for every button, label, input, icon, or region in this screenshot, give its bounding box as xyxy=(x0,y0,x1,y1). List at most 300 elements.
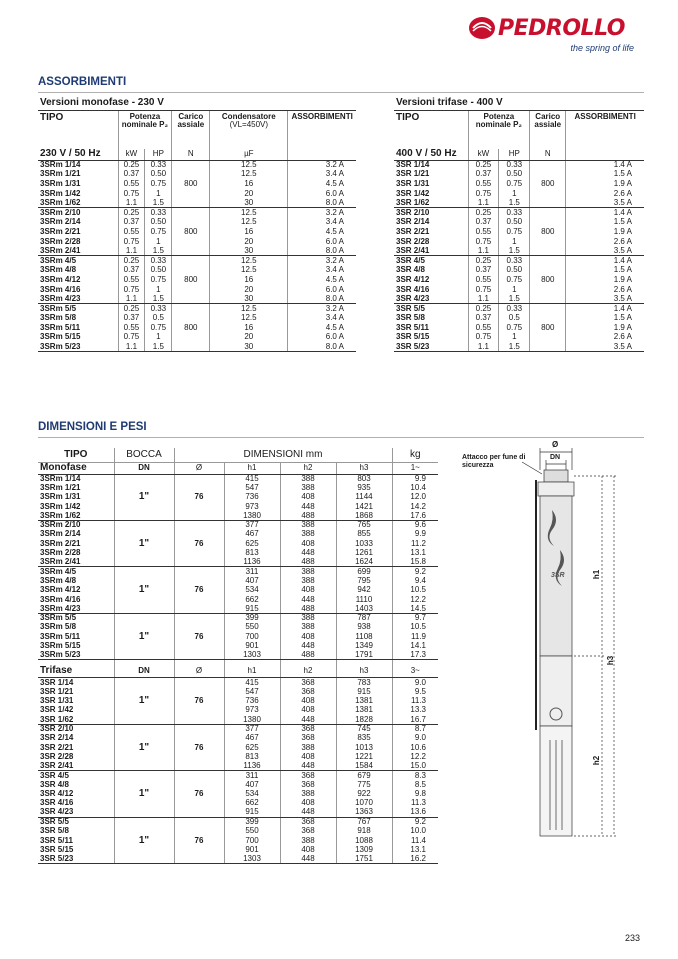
unit-kg-tri: 3~ xyxy=(392,660,438,678)
kw-cell: 0.75 xyxy=(468,237,499,247)
h2-cell: 488 xyxy=(280,651,336,660)
h2-cell: 488 xyxy=(280,604,336,613)
table-row xyxy=(38,530,438,539)
table-row xyxy=(394,237,644,247)
hp-cell: 0.33 xyxy=(499,256,530,266)
unit-dn: DN xyxy=(114,660,174,678)
hp-cell: 1.5 xyxy=(499,342,530,352)
model-cell: 3SR 4/12 xyxy=(394,275,468,285)
h3-cell: 835 xyxy=(336,734,392,743)
model-cell: 3SRm 4/12 xyxy=(38,586,114,595)
model-cell: 3SRm 5/8 xyxy=(38,623,114,632)
unit-h1: h1 xyxy=(224,660,280,678)
unit-hp: HP xyxy=(145,149,172,161)
kg-cell: 9.5 xyxy=(414,686,426,696)
kw-cell: 1.1 xyxy=(118,198,145,208)
dimensions-table xyxy=(38,448,438,864)
h1-cell: 415 xyxy=(224,678,280,687)
carico-cell: 800 xyxy=(530,256,566,304)
hp-cell: 0.50 xyxy=(145,170,172,180)
uf-cell: 12.5 xyxy=(210,208,288,218)
h3-cell: 783 xyxy=(336,678,392,687)
kg-cell: 14.1 xyxy=(410,640,426,650)
h2-cell: 388 xyxy=(280,576,336,585)
uf-cell: 20 xyxy=(210,189,288,199)
model-cell: 3SR 1/14 xyxy=(38,678,114,687)
kg-cell: 17.3 xyxy=(392,651,438,660)
model-cell: 3SR 4/23 xyxy=(38,808,114,817)
unit-h3: h3 xyxy=(336,462,392,474)
hp-cell: 0.33 xyxy=(145,256,172,266)
h2-cell: 448 xyxy=(280,502,336,511)
hp-cell: 1 xyxy=(499,189,530,199)
col-assorbimenti: ASSORBIMENTI xyxy=(291,112,353,121)
absorb-cell: 3.2 A xyxy=(325,208,344,218)
model-cell: 3SR 1/42 xyxy=(394,189,468,199)
kg-cell: 9.6 xyxy=(414,520,426,530)
h1-cell: 467 xyxy=(224,530,280,539)
model-cell: 3SRm 1/42 xyxy=(38,189,118,199)
hp-cell: 0.75 xyxy=(499,179,530,189)
kw-cell: 0.37 xyxy=(468,218,499,228)
absorb-cell: 1.4 A xyxy=(613,255,632,265)
kw-cell: 0.37 xyxy=(468,314,499,324)
h3-cell: 922 xyxy=(336,790,392,799)
hp-cell: 1 xyxy=(499,237,530,247)
table-row xyxy=(38,845,438,854)
unit-hp: HP xyxy=(499,149,530,161)
absorb-cell: 1.9 A xyxy=(613,178,632,188)
hp-cell: 0.33 xyxy=(145,208,172,218)
pump-drawing xyxy=(462,440,632,840)
unit-n: N xyxy=(530,149,566,161)
model-cell: 3SR 2/28 xyxy=(394,237,468,247)
model-cell: 3SRm 5/5 xyxy=(38,613,114,622)
h2-cell: 408 xyxy=(280,539,336,548)
carico-cell: 800 xyxy=(530,304,566,352)
h3-cell: 938 xyxy=(336,623,392,632)
kg-cell: 11.4 xyxy=(411,835,426,845)
unit-h1: h1 xyxy=(224,462,280,474)
monofase-label: Monofase xyxy=(38,462,114,474)
model-cell: 3SR 5/23 xyxy=(38,855,114,864)
h2-cell: 448 xyxy=(280,762,336,771)
h2-cell: 368 xyxy=(280,687,336,696)
model-cell: 3SRm 5/8 xyxy=(38,314,118,324)
model-cell: 3SRm 4/8 xyxy=(38,576,114,585)
uf-cell: 12.5 xyxy=(210,170,288,180)
kg-cell: 9.2 xyxy=(414,566,426,576)
kg-cell: 12.2 xyxy=(410,594,426,604)
uf-cell: 20 xyxy=(210,237,288,247)
hp-cell: 1.5 xyxy=(145,294,172,304)
h3-cell: 1309 xyxy=(336,845,392,854)
absorb-cell: 1.9 A xyxy=(613,274,632,284)
kw-cell: 0.75 xyxy=(468,333,499,343)
h1-cell: 1303 xyxy=(224,855,280,864)
model-cell: 3SR 5/15 xyxy=(38,845,114,854)
hp-cell: 0.50 xyxy=(145,218,172,228)
table-row xyxy=(38,687,438,696)
h3-cell: 1088 xyxy=(336,836,392,845)
attacco-label: Attacco per fune di sicurezza xyxy=(462,454,526,470)
table-row xyxy=(394,323,644,333)
model-cell: 3SRm 4/23 xyxy=(38,604,114,613)
table-row xyxy=(38,715,438,724)
table-row xyxy=(394,189,644,199)
h3-cell: 1624 xyxy=(336,558,392,567)
h1-cell: 399 xyxy=(224,817,280,826)
kw-cell: 0.37 xyxy=(118,266,145,276)
kg-cell: 16.7 xyxy=(392,715,438,724)
table-row xyxy=(38,604,438,613)
kw-cell: 0.55 xyxy=(468,323,499,333)
h2-cell: 408 xyxy=(280,845,336,854)
uf-cell: 12.5 xyxy=(210,160,288,170)
unit-kw: kW xyxy=(118,149,145,161)
table-row xyxy=(38,632,438,641)
h3-cell: 1261 xyxy=(336,548,392,557)
model-cell: 3SRm 2/41 xyxy=(38,246,118,256)
kg-cell: 12.0 xyxy=(410,492,426,502)
phi-cell: 76 xyxy=(174,724,224,770)
h2-cell: 388 xyxy=(280,530,336,539)
kw-cell: 0.37 xyxy=(468,266,499,276)
cond-label: Condensatore xyxy=(221,112,276,121)
bocca-cell: 1" xyxy=(114,613,174,659)
kw-cell: 0.25 xyxy=(118,208,145,218)
absorb-cell: 1.4 A xyxy=(613,160,632,170)
table-row xyxy=(38,208,356,218)
h1-cell: 550 xyxy=(224,623,280,632)
h2-cell: 448 xyxy=(280,548,336,557)
hp-cell: 0.5 xyxy=(145,314,172,324)
phi-cell: 76 xyxy=(174,613,224,659)
hp-cell: 0.75 xyxy=(499,275,530,285)
h2-cell: 448 xyxy=(280,808,336,817)
absorb-cell: 1.4 A xyxy=(613,303,632,313)
table-row xyxy=(38,304,356,314)
kg-cell: 13.1 xyxy=(410,548,426,558)
kg-cell: 9.2 xyxy=(414,817,426,827)
model-cell: 3SRm 2/28 xyxy=(38,237,118,247)
unit-dn: DN xyxy=(114,462,174,474)
kw-cell: 0.55 xyxy=(118,227,145,237)
table-row xyxy=(38,502,438,511)
kg-cell: 16.2 xyxy=(392,855,438,864)
table-row xyxy=(38,827,438,836)
hp-cell: 0.75 xyxy=(145,323,172,333)
kw-cell: 0.75 xyxy=(468,285,499,295)
h1-cell: 311 xyxy=(224,771,280,780)
h3-cell: 1403 xyxy=(336,604,392,613)
model-cell: 3SRm 2/21 xyxy=(38,227,118,237)
h2-cell: 388 xyxy=(280,790,336,799)
h1-cell: 407 xyxy=(224,576,280,585)
table-row xyxy=(394,246,644,256)
h1-cell: 547 xyxy=(224,483,280,492)
model-cell: 3SR 5/5 xyxy=(38,817,114,826)
uf-cell: 30 xyxy=(210,246,288,256)
h2-cell: 408 xyxy=(280,799,336,808)
table-caption: Versioni monofase - 230 V xyxy=(38,98,356,111)
unit-phi: Ø xyxy=(174,462,224,474)
kw-cell: 0.25 xyxy=(468,304,499,314)
h3-cell: 935 xyxy=(336,483,392,492)
hp-cell: 1 xyxy=(145,285,172,295)
model-cell: 3SRm 5/23 xyxy=(38,651,114,660)
kw-cell: 1.1 xyxy=(118,246,145,256)
h3-cell: 1421 xyxy=(336,502,392,511)
table-row xyxy=(38,651,438,660)
hp-cell: 1.5 xyxy=(145,198,172,208)
h3-cell: 1584 xyxy=(336,762,392,771)
model-cell: 3SRm 5/15 xyxy=(38,641,114,650)
hp-cell: 0.75 xyxy=(145,275,172,285)
table-row xyxy=(38,678,438,687)
kg-cell: 9.0 xyxy=(414,733,426,743)
phi-label: Ø xyxy=(552,440,559,449)
absorb-cell: 6.0 A xyxy=(325,332,344,342)
model-cell: 3SRm 4/16 xyxy=(38,595,114,604)
uf-cell: 12.5 xyxy=(210,218,288,228)
h1-cell: 550 xyxy=(224,827,280,836)
kw-cell: 0.55 xyxy=(468,275,499,285)
h1-cell: 901 xyxy=(224,845,280,854)
absorb-cell: 2.6 A xyxy=(613,188,632,198)
kg-cell: 9.8 xyxy=(414,789,426,799)
h2-cell: 388 xyxy=(280,520,336,529)
kw-cell: 0.37 xyxy=(118,218,145,228)
h3-cell: 1381 xyxy=(336,697,392,706)
section-title-assorbimenti: ASSORBIMENTI xyxy=(38,76,127,88)
hp-cell: 0.75 xyxy=(499,227,530,237)
kg-cell: 10.5 xyxy=(410,622,426,632)
h1-cell: 1380 xyxy=(224,715,280,724)
h3-cell: 1221 xyxy=(336,752,392,761)
table-row xyxy=(38,799,438,808)
table-row xyxy=(38,256,356,266)
table-row xyxy=(38,762,438,771)
uf-cell: 30 xyxy=(210,198,288,208)
brand-tagline: the spring of life xyxy=(570,43,634,53)
absorb-cell: 3.4 A xyxy=(325,169,344,179)
unit-phi: Ø xyxy=(174,660,224,678)
col-carico: Carico assiale xyxy=(530,111,566,149)
h2-cell: 388 xyxy=(280,743,336,752)
pedrollo-drop-icon xyxy=(468,16,496,40)
unit-h2: h2 xyxy=(280,660,336,678)
h1-cell: 625 xyxy=(224,539,280,548)
col-tipo: TIPO xyxy=(38,111,118,149)
model-cell: 3SRm 1/62 xyxy=(38,198,118,208)
model-cell: 3SRm 2/14 xyxy=(38,218,118,228)
h3-cell: 1013 xyxy=(336,743,392,752)
kw-cell: 0.55 xyxy=(118,179,145,189)
model-cell: 3SR 4/8 xyxy=(38,780,114,789)
table-row xyxy=(38,817,438,826)
table-row xyxy=(38,641,438,650)
table-row xyxy=(38,752,438,761)
model-cell: 3SRm 5/11 xyxy=(38,632,114,641)
col-assorbimenti: ASSORBIMENTI xyxy=(574,112,636,121)
col-kg: kg xyxy=(409,449,421,460)
h1-cell: 736 xyxy=(224,493,280,502)
h3-cell: 767 xyxy=(336,817,392,826)
hp-cell: 0.50 xyxy=(145,266,172,276)
trifase-label: Trifase xyxy=(38,660,114,678)
table-row xyxy=(38,483,438,492)
h2-cell: 408 xyxy=(280,697,336,706)
h1-cell: 625 xyxy=(224,743,280,752)
model-cell: 3SR 1/42 xyxy=(38,706,114,715)
absorb-cell: 3.4 A xyxy=(325,217,344,227)
hp-cell: 0.33 xyxy=(499,160,530,170)
carico-cell: 800 xyxy=(530,208,566,256)
kw-cell: 0.55 xyxy=(118,275,145,285)
uf-cell: 12.5 xyxy=(210,266,288,276)
kg-cell: 13.3 xyxy=(410,705,426,715)
model-cell: 3SR 4/8 xyxy=(394,266,468,276)
hp-cell: 0.75 xyxy=(145,179,172,189)
divider xyxy=(38,437,644,438)
uf-cell: 12.5 xyxy=(210,304,288,314)
hp-cell: 1.5 xyxy=(145,246,172,256)
uf-cell: 16 xyxy=(210,179,288,189)
hp-cell: 0.50 xyxy=(499,266,530,276)
h3-cell: 699 xyxy=(336,567,392,576)
table-row xyxy=(38,855,438,864)
bocca-cell: 1" xyxy=(114,474,174,520)
h1-cell: 1380 xyxy=(224,511,280,520)
absorb-cell: 4.5 A xyxy=(325,226,344,236)
h1-cell: 1136 xyxy=(224,558,280,567)
model-label: 3SR xyxy=(551,572,565,579)
absorb-cell: 3.2 A xyxy=(325,303,344,313)
hp-cell: 1 xyxy=(499,285,530,295)
model-cell: 3SR 2/14 xyxy=(38,734,114,743)
absorb-cell: 1.9 A xyxy=(613,226,632,236)
h3-cell: 1349 xyxy=(336,641,392,650)
kg-cell: 9.9 xyxy=(414,529,426,539)
table-row xyxy=(394,160,644,170)
table-row xyxy=(38,771,438,780)
model-cell: 3SR 2/28 xyxy=(38,752,114,761)
absorb-cell: 3.5 A xyxy=(566,294,644,304)
h1-cell: 915 xyxy=(224,808,280,817)
model-cell: 3SR 2/21 xyxy=(394,227,468,237)
table-row xyxy=(38,734,438,743)
kw-cell: 0.37 xyxy=(118,314,145,324)
table-row xyxy=(394,294,644,304)
model-cell: 3SRm 1/62 xyxy=(38,511,114,520)
kg-cell: 9.0 xyxy=(414,677,426,687)
h2-cell: 408 xyxy=(280,632,336,641)
absorb-cell: 3.5 A xyxy=(566,246,644,256)
table-row xyxy=(38,743,438,752)
h1-cell: 415 xyxy=(224,474,280,483)
table-row xyxy=(38,576,438,585)
h2-cell: 388 xyxy=(280,836,336,845)
h1-label: h1 xyxy=(592,569,602,580)
model-cell: 3SRm 5/23 xyxy=(38,342,118,352)
absorb-cell: 4.5 A xyxy=(325,322,344,332)
absorb-cell: 6.0 A xyxy=(325,236,344,246)
absorb-cell: 6.0 A xyxy=(325,188,344,198)
unit-n: N xyxy=(172,149,210,161)
h2-cell: 368 xyxy=(280,817,336,826)
kg-cell: 10.4 xyxy=(410,482,426,492)
h3-cell: 1108 xyxy=(336,632,392,641)
kg-cell: 11.9 xyxy=(411,631,426,641)
h1-cell: 534 xyxy=(224,790,280,799)
table-row xyxy=(38,539,438,548)
h2-cell: 488 xyxy=(280,511,336,520)
absorb-cell: 2.6 A xyxy=(613,236,632,246)
model-cell: 3SR 5/11 xyxy=(394,323,468,333)
brand-name: PEDROLLO xyxy=(498,16,626,41)
h1-cell: 813 xyxy=(224,548,280,557)
h1-cell: 399 xyxy=(224,613,280,622)
col-tipo: TIPO xyxy=(394,111,468,149)
kw-cell: 0.37 xyxy=(468,170,499,180)
phi-cell: 76 xyxy=(174,771,224,817)
kw-cell: 1.1 xyxy=(118,294,145,304)
model-cell: 3SR 4/16 xyxy=(394,285,468,295)
kg-cell: 8.3 xyxy=(414,770,426,780)
h3-cell: 679 xyxy=(336,771,392,780)
h3-cell: 765 xyxy=(336,520,392,529)
h2-cell: 388 xyxy=(280,567,336,576)
col-potenza: Potenza nominale P₂ xyxy=(118,111,172,149)
divider xyxy=(38,92,644,93)
phi-cell: 76 xyxy=(174,520,224,566)
table-row xyxy=(394,314,644,324)
absorb-cell: 8.0 A xyxy=(288,246,356,256)
table-row xyxy=(38,780,438,789)
hp-cell: 0.33 xyxy=(145,160,172,170)
h2-cell: 388 xyxy=(280,474,336,483)
table-row xyxy=(38,623,438,632)
kw-cell: 0.25 xyxy=(118,304,145,314)
kg-cell: 17.6 xyxy=(392,511,438,520)
col-carico: Carico assiale xyxy=(172,111,210,149)
table-row xyxy=(394,342,644,352)
table-row xyxy=(38,808,438,817)
h2-cell: 408 xyxy=(280,493,336,502)
table-row xyxy=(38,697,438,706)
model-cell: 3SR 4/5 xyxy=(394,256,468,266)
hp-cell: 1 xyxy=(145,189,172,199)
bocca-cell: 1" xyxy=(114,724,174,770)
model-cell: 3SR 1/31 xyxy=(394,179,468,189)
kg-cell: 8.5 xyxy=(414,779,426,789)
hp-cell: 0.33 xyxy=(499,208,530,218)
model-cell: 3SRm 5/15 xyxy=(38,333,118,343)
col-condensatore xyxy=(210,111,288,149)
model-cell: 3SR 1/62 xyxy=(394,198,468,208)
h1-cell: 662 xyxy=(224,799,280,808)
h2-cell: 388 xyxy=(280,483,336,492)
model-cell: 3SRm 1/42 xyxy=(38,502,114,511)
kg-cell: 10.6 xyxy=(410,742,426,752)
table-row xyxy=(38,567,438,576)
uf-cell: 20 xyxy=(210,333,288,343)
model-cell: 3SR 1/62 xyxy=(38,715,114,724)
table-row xyxy=(394,179,644,189)
kg-cell: 11.3 xyxy=(411,696,426,706)
h1-cell: 973 xyxy=(224,706,280,715)
